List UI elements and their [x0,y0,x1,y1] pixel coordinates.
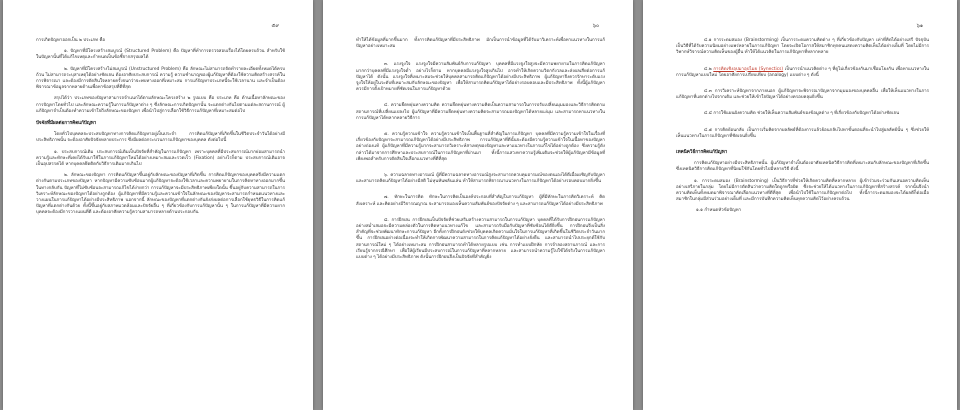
paragraph: ๒. ลักษณะของปัญหา การคิดแก้ปัญหาขึ้นอยู่กับลักษณะของปัญหาที่เกิดขึ้น การคิดแก้ปัญหาของบุคคลจึงมีความแตกต่างกันตามประเภทของปัญหา หากปัญหามีความซับซ้อนมากผู้แก้ปัญหาจะต้องใช้เวลาและความพยายามในการคิดหาทางออกมากขึ้น ในทางกลับกัน ปัญหาที่ไม่ซับซ้อนจะสามารถแก้ไขได้ง่ายกว่า การแก้ปัญหาจะมีประสิทธิภาพเพียงใดนั้น ขึ้นอยู่กับความสามารถในการวิเคราะห์ลักษณะของปัญหาได้อย่างถูกต้อง ผู้แก้ปัญหาที่มีความรู้และความเข้าใจในลักษณะของปัญหาจะสามารถกำหนดแนวทางและวางแผนในการแก้ปัญหาได้อย่างมีประสิทธิภาพ นอกจากนี้ ลักษณะของปัญหาที่แตกต่างกันยังส่งผลต่อการเลือกใช้ยุทธวิธีในการคิดแก้ปัญหาที่แตกต่างกันด้วย ทั้งนี้ขึ้นอยู่กับสภาพแวดล้อมและปัจจัยอื่น ๆ ที่เกี่ยวข้องกับการแก้ปัญหานั้น ๆ ในการแก้ปัญหาที่มีความยากบุคคลจะต้องมีการวางแผนที่ดี และต้องอาศัยความรู้ความสามารถหลายด้านประกอบกัน [36,173,285,216]
page-number: ๕๙ [271,23,279,29]
tracked-change-insertion: การคิดเชิงอุปมาอุปไมย (Synectics) [713,66,784,72]
document-page-1 [3,0,313,410]
paragraph: การเกิดปัญหาออกเป็น ๒ ประเภท คือ [36,38,106,43]
paragraph: ๔.๑ การระดมสมอง (Brainstorming) เป็นการระดมความคิดต่าง ๆ ที่เกี่ยวข้องกับปัญหา เท่าที่คิดได้อย่างเสรี ปัจจุบันเป็นวิธีที่ได้รับความนิยมอย่างแพร่หลายในการแก้ปัญหา โดยจะเปิดโอกาสให้สมาชิกทุกคนแสดงความคิดเห็นได้อย่างเต็มที่ โดยไม่มีการวิพากษ์วิจารณ์ความคิดเห็นของผู้อื่น ทำให้ได้แนวคิดในการแก้ปัญหาที่หลากหลาย [676,38,929,56]
paragraph: ๔.๕ การคิดย้อนกลับ เป็นการเริ่มคิดจากผลลัพธ์ที่ต้องการแล้วย้อนกลับไปหาขั้นตอนที่จะนำไปสู่ผลลัพธ์นั้น ๆ ซึ่งช่วยให้เห็นแนวทางในการแก้ปัญหาที่ชัดเจนยิ่งขึ้น [676,127,929,139]
page-number: ๖๐ [592,23,599,29]
paragraph: โดยทั่วไปบุคคลจะประสบปัญหาทางการคิดแก้ปัญหาอยู่เป็นประจำ การคิดแก้ปัญหาที่เกิดขึ้นในชีวิตประจำวันได้อย่างมีประสิทธิภาพนั้น จะต้องอาศัยปัจจัยหลายประการ ซึ่งมีผลต่อกระบวนการแก้ปัญหาของบุคคล ดังต่อไปนี้ [36,132,285,144]
section-heading: ปัจจัยที่มีผลต่อการคิดแก้ปัญหา [36,121,97,127]
section-heading: เทคนิควิธีการคิดแก้ปัญหา [676,150,728,156]
paragraph: ๔.๓ การวิเคราะห์ปัญหาจากภายนอก ผู้แก้ปัญหาจะพิจารณาปัญหาจากมุมมองของบุคคลอื่น เพื่อให้เห็นแนวทางในการแก้ปัญหาที่แตกต่างไปจากเดิม และช่วยให้เข้าใจปัญหาได้อย่างครอบคลุมยิ่งขึ้น [676,89,929,101]
paragraph: ๑. ปัญหาที่มีโครงสร้างสมบูรณ์ (Structured Problem) คือ ปัญหาที่ทำการตรวจสอบเรื่องได้โดยครบถ้วน สำหรับใช้ในปัญหานั้นที่ได้แก้ไขเหตุและกำหนดเป็นข้อชี้จากสรุปผลได้ [36,49,285,61]
page-content [356,38,605,410]
document-page-3 [643,0,957,410]
paragraph: ๗. ทักษะในการคิด ทักษะในการคิดเป็นองค์ประกอบที่สำคัญในการแก้ปัญหา ผู้ที่มีทักษะในการคิดวิเคราะห์ คิดสังเคราะห์ และคิดอย่างมีวิจารณญาณ จะสามารถมองเห็นความสัมพันธ์ของปัจจัยต่าง ๆ และสามารถแก้ปัญหาได้อย่างมีประสิทธิภาพ [356,195,605,207]
paragraph: การคิดแก้ปัญหาอย่างมีประสิทธิภาพนั้น ผู้แก้ปัญหาจำเป็นต้องอาศัยเทคนิควิธีการคิดที่เหมาะสมกับลักษณะของปัญหาที่เกิดขึ้น ซึ่งเทคนิควิธีการคิดแก้ปัญหาที่นิยมใช้กันโดยทั่วไปมีหลายวิธี ดังนี้ [676,161,929,173]
page-number: ๖๑ [916,23,923,29]
paragraph-with-tracked-change [676,67,929,79]
paragraph: ๑. ประสบการณ์เดิม ประสบการณ์เดิมเป็นปัจจัยที่สำคัญในการแก้ปัญหา เพราะบุคคลที่มีประสบการณ์มากย่อมสามารถนำความรู้และทักษะที่เคยได้รับมาใช้ในการแก้ปัญหาใหม่ได้อย่างเหมาะสมและรวดเร็ว (Fixation) อย่างไรก็ตาม ประสบการณ์เดิมอาจเป็นอุปสรรคได้ หากบุคคลยึดติดกับวิธีการเดิมมากเกินไป [36,149,285,168]
page-content [36,38,285,410]
paragraph: ๔.๔ การใช้แผนผังความคิด ช่วยให้เห็นความสัมพันธ์ของข้อมูลต่าง ๆ ที่เกี่ยวข้องกับปัญหาได้อย่างชัดเจน [704,111,900,117]
paragraph: สรุปได้ว่า ประเภทของปัญหาสามารถจำแนกได้ตามลักษณะโครงสร้าง ๒ รูปแบบ คือ ประเภท คือ ด้านเนื้อหาลักษณะของการปัญหาโดยทั่วไป และลักษณะความรู้ในการแก้ปัญหาต่าง ๆ ซึ่งลักษณะการเกิดปัญหานั้น จะแตกต่างกันไปตามแต่ละสถานการณ์ ผู้แก้ปัญหาจำเป็นต้องทำความเข้าใจถึงลักษณะของปัญหา เพื่อนำไปสู่การเลือกใช้วิธีการแก้ปัญหาที่เหมาะสมต่อไป [36,96,285,114]
paragraph: ๒. ปัญหาที่มีโครงสร้างไม่สมบูรณ์ (Unstructured Problem) คือ ลักษณะไม่สามารถจัดทำรายละเอียดทั้งหมดได้ครบถ้วน ไม่สามารถระบุสาเหตุได้อย่างชัดเจน ต้องอาศัยประสบการณ์ ความรู้ ความชำนาญของผู้แก้ปัญหาที่ต้องใช้ความคิดสร้างสรรค์ในการพิจารณา และต้องมีการตัดสินใจหลายครั้งจนกว่าจะพบทางออกที่เหมาะสม การแก้ปัญหาประเภทนี้จะใช้เวลานาน และจำเป็นต้องพิจารณาข้อมูลจากหลายด้านเพื่อหาข้อสรุปที่ดีที่สุด [36,66,285,91]
paragraph: ๖. ความฉลาดทางอารมณ์ ผู้ที่มีความฉลาดทางอารมณ์สูงจะสามารถควบคุมอารมณ์ของตนเองได้ดีเมื่อเผชิญกับปัญหา และสามารถคิดแก้ปัญหาได้อย่างมีสติ ไม่หุนหันพลันแล่น ทำให้สามารถพิจารณาแนวทางในการแก้ปัญหาได้อย่างรอบคอบมากยิ่งขึ้น [356,173,605,185]
paragraph: ๑. การระดมสมอง (Brainstorming) เป็นวิธีการที่ช่วยให้เกิดความคิดที่หลากหลาย ผู้เข้าร่วมจะร่วมกันเสนอความคิดเห็นอย่างเสรีภายในกลุ่ม โดยไม่มีการตัดสินว่าความคิดใดถูกหรือผิด ซึ่งจะช่วยให้ได้แนวทางในการแก้ปัญหาที่สร้างสรรค์ จากนั้นจึงนำความคิดเห็นทั้งหมดมาพิจารณาคัดเลือกแนวทางที่ดีที่สุด เพื่อนำไปใช้ในการแก้ปัญหาต่อไป ทั้งนี้การระดมสมองจะได้ผลดีก็ต่อเมื่อสมาชิกในกลุ่มมีส่วนร่วมอย่างเต็มที่ และมีการบันทึกความคิดเห็นทุกความคิดไว้อย่างครบถ้วน [676,178,929,203]
paragraph-suffix: เป็นการนำแนวคิดต่าง ๆ ที่ดูไม่เกี่ยวข้องกันมาเชื่อมโยงกัน เพื่อหาแนวทางในการแก้ปัญหาแบบใหม่ โดยอาศัยการเปรียบเทียบ (analogy) แบบต่าง ๆ ดังนี้ [676,66,929,78]
paragraph: ๘. การฝึกฝน การฝึกฝนเป็นปัจจัยที่ช่วยเสริมสร้างความสามารถในการแก้ปัญหา บุคคลที่ได้รับการฝึกฝนการแก้ปัญหาอย่างสม่ำเสมอจะมีความคล่องตัวในการคิดหาแนวทางแก้ไข และสามารถรับมือกับปัญหาที่ซับซ้อนได้ดียิ่งขึ้น การฝึกฝนจึงเป็นสิ่งสำคัญที่จะช่วยพัฒนาทักษะการแก้ปัญหา อีกทั้งการฝึกฝนยังช่วยให้บุคคลเกิดความมั่นใจในการแก้ปัญหาที่เกิดขึ้นในชีวิตประจำวันมากขึ้น การฝึกฝนอย่างต่อเนื่องจะทำให้เกิดการพัฒนาความสามารถในการคิดแก้ปัญหาได้อย่างยั่งยืน และสามารถนำไปประยุกต์ใช้กับสถานการณ์ใหม่ ๆ ได้อย่างเหมาะสม การฝึกฝนสามารถทำได้หลายรูปแบบ เช่น การทำแบบฝึกหัด การจำลองสถานการณ์ และการเรียนรู้จากกรณีศึกษา เพื่อให้ผู้เรียนมีประสบการณ์ในการแก้ปัญหาที่หลากหลาย และสามารถนำความรู้ไปใช้ได้จริงในการแก้ปัญหาแบบต่าง ๆ ได้อย่างมีประสิทธิภาพ ดังนั้นการฝึกฝนจึงเป็นปัจจัยที่สำคัญยิ่ง [356,217,605,261]
paragraph: ทำให้ได้ข้อมูลที่มากขึ้นมาก ทั้งการคิดแก้ปัญหาที่มีประสิทธิภาพ มักเป็นการนำข้อมูลที่ได้รับมาวิเคราะห์เพื่อหาแนวทางในการแก้ปัญหาอย่างเหมาะสม [356,38,605,50]
page-content [676,38,929,410]
paragraph: ๑.๑ กำหนดหัวข้อปัญหา [696,208,742,214]
paragraph: ๕. ความรู้ความเข้าใจ ความรู้ความเข้าใจเป็นพื้นฐานที่สำคัญในการแก้ปัญหา บุคคลที่มีความรู้ความเข้าใจในเรื่องที่เกี่ยวข้องกับปัญหาจะสามารถแก้ปัญหาได้อย่างมีประสิทธิภาพ การแก้ปัญหาที่ดีนั้นจะต้องมีความรู้ความเข้าใจในเนื้อหาของปัญหาอย่างถ่องแท้ ผู้แก้ปัญหาที่มีความรู้มากจะสามารถวิเคราะห์สาเหตุของปัญหาและหาแนวทางในการแก้ไขได้อย่างถูกต้อง ซึ่งความรู้ดังกล่าวได้มาจากการศึกษาและประสบการณ์ในการแก้ปัญหาที่ผ่านมา ทั้งนี้การแสวงหาความรู้เพิ่มเติมจะช่วยให้ผู้แก้ปัญหามีข้อมูลที่เพียงพอสำหรับการตัดสินใจเลือกแนวทางที่ดีที่สุด [356,132,605,162]
paragraph-prefix: ๔.๒ [704,66,714,72]
paragraph: ๔. ความยืดหยุ่นทางความคิด ความยืดหยุ่นทางความคิดเป็นความสามารถในการปรับเปลี่ยนมุมมองและวิธีการคิดตามสถานการณ์ที่เปลี่ยนแปลงไป ผู้แก้ปัญหาที่มีความยืดหยุ่นทางความคิดจะสามารถมองปัญหาได้หลายแง่มุม และสามารถหาแนวทางในการแก้ปัญหาได้หลากหลายวิธีการ [356,103,605,121]
document-page-2 [323,0,633,410]
paragraph: ๓. แรงจูงใจ แรงจูงใจมีความสัมพันธ์กับการแก้ปัญหา บุคคลที่มีแรงจูงใจสูงจะมีความพยายามในการคิดแก้ปัญหามากกว่าบุคคลที่มีแรงจูงใจต่ำ อย่างไรก็ตาม หากบุคคลมีแรงจูงใจสูงเกินไป อาจทำให้เกิดความวิตกกังวลและส่งผลเสียต่อการแก้ปัญหาได้ ดังนั้น แรงจูงใจที่เหมาะสมจะช่วยให้บุคคลสามารถคิดแก้ปัญหาได้อย่างมีประสิทธิภาพ ผู้แก้ปัญหาจึงควรรักษาระดับแรงจูงใจให้อยู่ในระดับที่เหมาะสมกับลักษณะของปัญหา เพื่อให้สามารถคิดแก้ปัญหาได้อย่างรอบคอบและมีประสิทธิภาพ ทั้งนี้ผู้แก้ปัญหาควรมีการตั้งเป้าหมายที่ชัดเจนในการแก้ปัญหาด้วย [356,62,605,93]
